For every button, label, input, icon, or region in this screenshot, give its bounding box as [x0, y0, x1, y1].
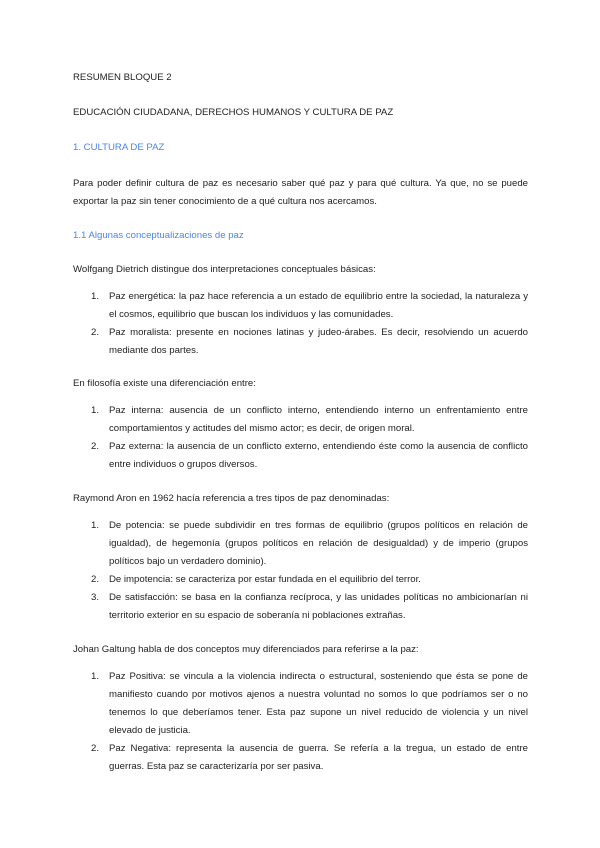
list-item [73, 288, 528, 324]
aron-lead: Raymond Aron en 1962 hacía referencia a tres tipos de paz denominadas: [73, 493, 390, 504]
list-item [73, 517, 528, 571]
list-number: 3. [91, 592, 100, 603]
list-item [73, 402, 528, 438]
subsection-heading: 1.1 Algunas conceptualizaciones de paz [73, 230, 244, 241]
list-number: 1. [91, 291, 100, 302]
intro-paragraph: Para poder definir cultura de paz es necesario saber qué paz y para qué cultura. Ya que, no se puede exportar la paz sin tener conocimiento de a qué cultura nos acercamos. [73, 178, 528, 207]
document-subtitle: EDUCACIÓN CIUDADANA, DERECHOS HUMANOS Y CULTURA DE PAZ [73, 107, 394, 118]
list-item [73, 438, 528, 474]
aron-list [73, 517, 528, 625]
list-number: 2. [91, 574, 100, 585]
document-title: RESUMEN BLOQUE 2 [73, 72, 172, 83]
dietrich-lead: Wolfgang Dietrich distingue dos interpretaciones conceptuales básicas: [73, 264, 376, 275]
list-number: 1. [91, 520, 100, 531]
list-item [73, 668, 528, 740]
list-number: 2. [91, 743, 100, 754]
list-text: De potencia: se puede subdividir en tres formas de equilibrio (grupos políticos en relación de igualdad), de hegemonía (grupos políticos en relación de desigualdad) y de imperio (grupos políticos bajo un verdadero dominio). [109, 520, 528, 567]
list-number: 2. [91, 327, 100, 338]
list-item [73, 589, 528, 625]
list-item [73, 740, 528, 776]
list-text: Paz interna: ausencia de un conflicto interno, entendiendo interno un enfrentamiento entre comportamientos y actitudes del mismo actor; es decir, de origen moral. [109, 405, 528, 434]
galtung-list [73, 668, 528, 776]
list-number: 2. [91, 441, 100, 452]
list-text: De satisfacción: se basa en la confianza recíproca, y las unidades políticas no ambicionarían ni territorio exterior en su espacio de soberanía ni poblaciones extrañas. [109, 592, 528, 621]
dietrich-list [73, 288, 528, 360]
section-heading: 1. CULTURA DE PAZ [73, 142, 165, 153]
list-text: Paz externa: la ausencia de un conflicto externo, entendiendo éste como la ausencia de conflicto entre individuos o grupos diversos. [109, 441, 528, 470]
list-text: Paz Negativa: representa la ausencia de guerra. Se refería a la tregua, un estado de entre guerras. Esta paz se caracterizaría por ser pasiva. [109, 743, 528, 772]
list-text: Paz energética: la paz hace referencia a un estado de equilibrio entre la sociedad, la naturaleza y el cosmos, equilibrio que buscan los individuos y las comunidades. [109, 291, 528, 320]
list-text: Paz moralista: presente en nociones latinas y judeo-árabes. Es decir, resolviendo un acuerdo mediante dos partes. [109, 327, 528, 356]
galtung-lead: Johan Galtung habla de dos conceptos muy diferenciados para referirse a la paz: [73, 644, 419, 655]
list-item [73, 324, 528, 360]
list-number: 1. [91, 405, 100, 416]
list-number: 1. [91, 671, 100, 682]
filosofia-list [73, 402, 528, 474]
list-text: De impotencia: se caracteriza por estar fundada en el equilibrio del terror. [109, 574, 421, 585]
list-item [73, 571, 528, 589]
list-text: Paz Positiva: se vincula a la violencia indirecta o estructural, sosteniendo que ésta se pone de manifiesto cuando por motivos ajenos a nuestra voluntad no somos lo que podríamos ser o no tenemos lo que deberíamos tener. Esta paz supone un nivel reducido de violencia y un nivel elevado de justicia. [109, 671, 528, 736]
filosofia-lead: En filosofía existe una diferenciación entre: [73, 378, 256, 389]
